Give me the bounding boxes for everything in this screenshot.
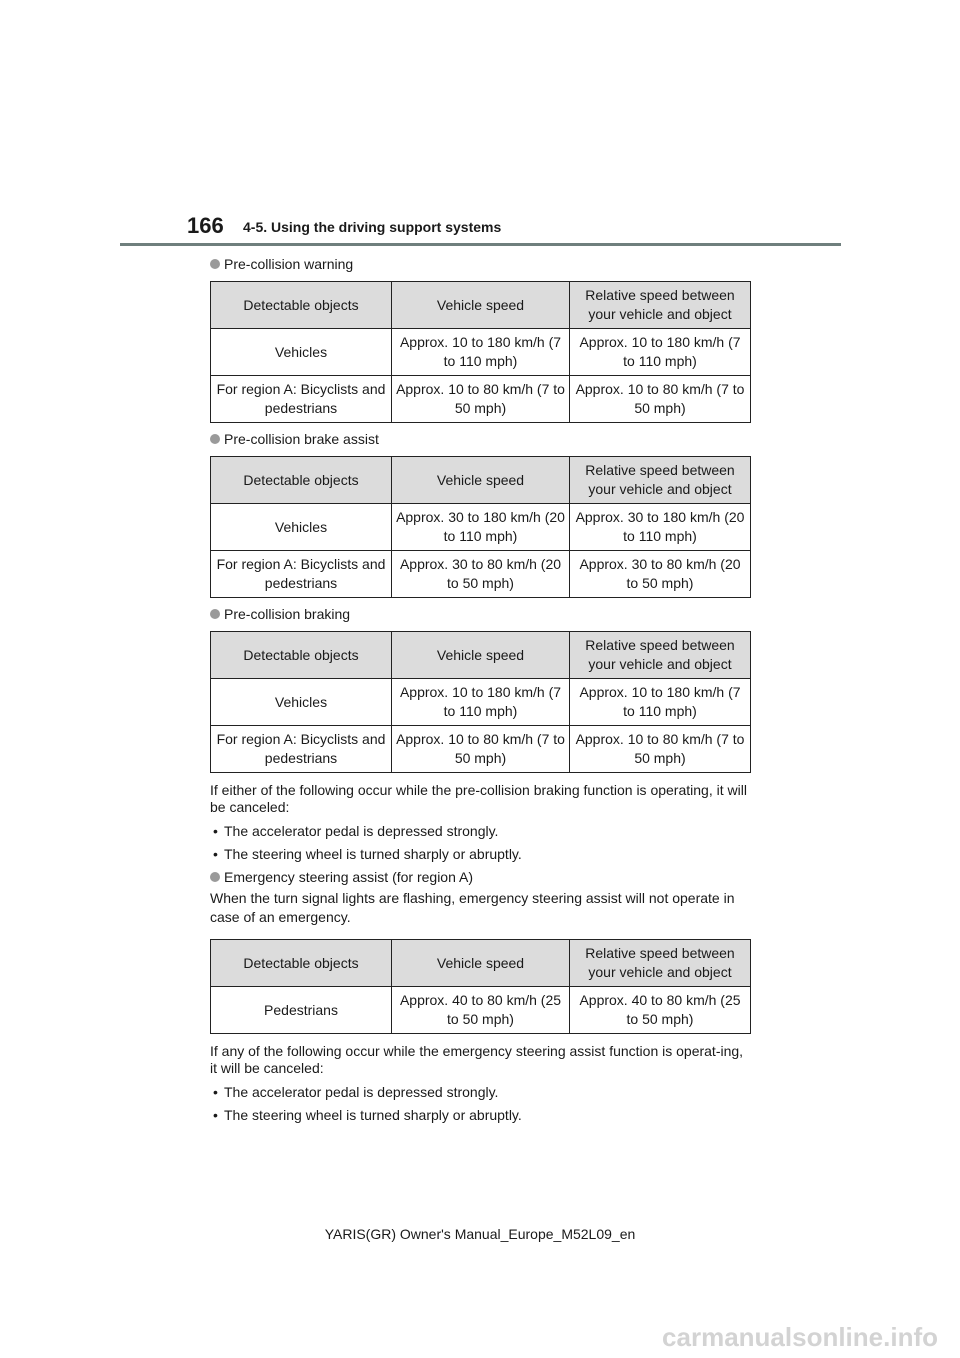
heading-pre-collision-brake-assist — [210, 430, 750, 449]
watermark: carmanualsonline.info — [662, 1322, 938, 1352]
list-item — [210, 1106, 750, 1125]
header-relative-speed: Relative speed between your vehicle and object — [570, 282, 751, 329]
list-bullet-icon: • — [213, 846, 218, 862]
cell-vehicle-speed: Approx. 30 to 180 km/h (20 to 110 mph) — [392, 504, 570, 551]
steering-intro: When the turn signal lights are flashing, emergency steering assist will not operate in case of an emergency. — [210, 890, 735, 925]
cell-relative-speed: Approx. 10 to 80 km/h (7 to 50 mph) — [570, 376, 751, 423]
cell-vehicle-speed: Approx. 10 to 180 km/h (7 to 110 mph) — [392, 329, 570, 376]
header-relative-speed: Relative speed between your vehicle and object — [570, 940, 751, 987]
table-row — [211, 679, 751, 726]
table-row — [211, 726, 751, 773]
header-vehicle-speed: Vehicle speed — [392, 632, 570, 679]
page-content — [210, 254, 750, 1125]
table-header-row — [211, 632, 751, 679]
table-row — [211, 987, 751, 1034]
steering-table — [210, 939, 751, 1034]
braking-table — [210, 631, 751, 773]
bullet-icon — [210, 609, 220, 619]
list-bullet-icon: • — [213, 823, 218, 839]
cell-vehicle-speed: Approx. 10 to 80 km/h (7 to 50 mph) — [392, 726, 570, 773]
steering-cancel-intro: If any of the following occur while the emergency steering assist function is operat-ing, it will be canceled: — [210, 1043, 744, 1076]
cell-vehicle-speed: Approx. 30 to 80 km/h (20 to 50 mph) — [392, 551, 570, 598]
list-item-text: The accelerator pedal is depressed strongly. — [224, 823, 499, 839]
header-vehicle-speed: Vehicle speed — [392, 457, 570, 504]
heading-text: Pre-collision warning — [224, 256, 354, 272]
header-vehicle-speed: Vehicle speed — [392, 940, 570, 987]
bullet-icon — [210, 872, 220, 882]
heading-text: Emergency steering assist (for region A) — [224, 869, 473, 885]
header-relative-speed: Relative speed between your vehicle and object — [570, 457, 751, 504]
table-header-row — [211, 282, 751, 329]
cell-object: For region A: Bicyclists and pedestrians — [211, 551, 392, 598]
header-rule — [120, 243, 841, 246]
cell-object: Vehicles — [211, 679, 392, 726]
cell-relative-speed: Approx. 10 to 180 km/h (7 to 110 mph) — [570, 679, 751, 726]
cell-relative-speed: Approx. 10 to 80 km/h (7 to 50 mph) — [570, 726, 751, 773]
table-row — [211, 504, 751, 551]
list-item-text: The accelerator pedal is depressed strongly. — [224, 1084, 499, 1100]
page-number: 166 — [187, 213, 224, 238]
list-item — [210, 1083, 750, 1102]
header-detectable-objects: Detectable objects — [211, 940, 392, 987]
section-title: 4-5. Using the driving support systems — [243, 219, 502, 235]
cell-object: For region A: Bicyclists and pedestrians — [211, 376, 392, 423]
cell-object: Vehicles — [211, 329, 392, 376]
cell-object: For region A: Bicyclists and pedestrians — [211, 726, 392, 773]
cell-relative-speed: Approx. 40 to 80 km/h (25 to 50 mph) — [570, 987, 751, 1034]
header-detectable-objects: Detectable objects — [211, 282, 392, 329]
cell-vehicle-speed: Approx. 10 to 180 km/h (7 to 110 mph) — [392, 679, 570, 726]
cell-relative-speed: Approx. 30 to 180 km/h (20 to 110 mph) — [570, 504, 751, 551]
bullet-icon — [210, 259, 220, 269]
heading-pre-collision-braking — [210, 605, 750, 624]
warning-table — [210, 281, 751, 423]
table-header-row — [211, 940, 751, 987]
list-item-text: The steering wheel is turned sharply or abruptly. — [224, 1107, 522, 1123]
header-detectable-objects: Detectable objects — [211, 632, 392, 679]
bullet-icon — [210, 434, 220, 444]
heading-text: Pre-collision braking — [224, 606, 351, 622]
brake-assist-table — [210, 456, 751, 598]
cell-vehicle-speed: Approx. 10 to 80 km/h (7 to 50 mph) — [392, 376, 570, 423]
table-row — [211, 551, 751, 598]
list-item — [210, 845, 750, 864]
header-detectable-objects: Detectable objects — [211, 457, 392, 504]
heading-text: Pre-collision brake assist — [224, 431, 379, 447]
braking-cancel-intro: If either of the following occur while the pre-collision braking function is operating, it will be canceled: — [210, 782, 747, 815]
footer-manual-id: YARIS(GR) Owner's Manual_Europe_M52L09_en — [324, 1226, 636, 1242]
table-header-row — [211, 457, 751, 504]
cell-relative-speed: Approx. 10 to 180 km/h (7 to 110 mph) — [570, 329, 751, 376]
header-relative-speed: Relative speed between your vehicle and object — [570, 632, 751, 679]
heading-pre-collision-warning — [210, 255, 750, 274]
list-item-text: The steering wheel is turned sharply or abruptly. — [224, 846, 522, 862]
cell-object: Pedestrians — [211, 987, 392, 1034]
list-bullet-icon: • — [213, 1107, 218, 1123]
table-row — [211, 376, 751, 423]
cell-vehicle-speed: Approx. 40 to 80 km/h (25 to 50 mph) — [392, 987, 570, 1034]
heading-emergency-steering-assist — [210, 868, 750, 887]
table-row — [211, 329, 751, 376]
list-item — [210, 822, 750, 841]
cell-relative-speed: Approx. 30 to 80 km/h (20 to 50 mph) — [570, 551, 751, 598]
header-vehicle-speed: Vehicle speed — [392, 282, 570, 329]
cell-object: Vehicles — [211, 504, 392, 551]
list-bullet-icon: • — [213, 1084, 218, 1100]
